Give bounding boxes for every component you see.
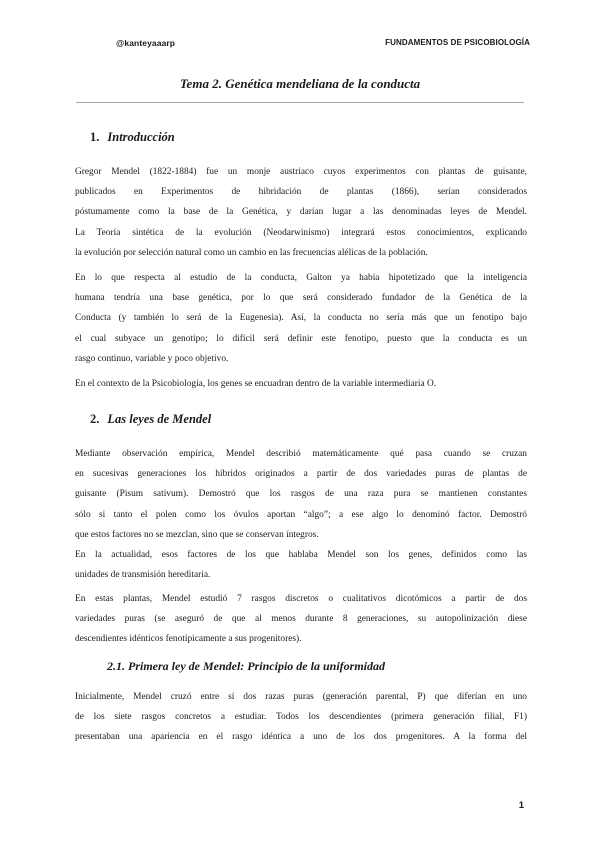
header-course: FUNDAMENTOS DE PSICOBIOLOGÍA: [385, 38, 530, 47]
text-line: en sucesivas generaciones los híbridos originados a partir de dos variedades puras de plantas de: [75, 469, 527, 480]
text-line: que estos factores no se mezclan, sino que se conservan íntegros.: [75, 529, 319, 540]
text-line: Inicialmente, Mendel cruzó entre sí dos razas puras (generación parental, P) que diferían en uno: [75, 692, 527, 702]
paragraph-mendel-intro: [75, 162, 527, 263]
text-line: En el contexto de la Psicobiología, los genes se encuadran dentro de la variable intermediaria O.: [75, 379, 437, 389]
text-line: publicados en Experimentos de hibridación de plantas (1866), serían considerados: [75, 187, 527, 198]
paragraph-observacion-empirica: [75, 444, 527, 585]
text-line: En la actualidad, esos factores de los que hablaba Mendel son los genes, definidos como las: [75, 549, 527, 560]
text-line: humana tendría una base genética, por lo que será considerado fundador de la Genética de la: [75, 293, 527, 304]
text-line: guisante (Pisum sativum). Demostró que los rasgos de una raza pura se mantienen constantes: [75, 489, 527, 500]
text-line: Mediante observación empírica, Mendel describió matemáticamente qué pasa cuando se cruzan: [75, 449, 527, 459]
section-number: 2.: [90, 412, 100, 426]
section-heading-introduccion: [90, 130, 175, 145]
paragraph-psicobiologia: [75, 374, 527, 394]
section-title: Las leyes de Mendel: [107, 412, 212, 426]
text-line: La Teoría sintética de la evolución (Neodarwinismo) integrará estos conocimientos, explicando: [75, 227, 527, 238]
section-title: Introducción: [107, 130, 175, 144]
paragraph-primera-ley: [75, 687, 527, 748]
text-line: En estas plantas, Mendel estudió 7 rasgos discretos o cualitativos dicotómicos a partir de dos: [75, 594, 527, 604]
page-title: Tema 2. Genética mendeliana de la conducta: [179, 76, 421, 91]
text-line: de los siete rasgos concretos a estudiar. Todos los descendientes (primera generación filial, F1): [75, 712, 527, 723]
title-divider: [76, 102, 524, 103]
text-line: En lo que respecta al estudio de la conducta, Galton ya había hipotetizado que la inteligencia: [75, 273, 527, 283]
header-author: @kanteyaaarp: [116, 38, 176, 48]
paragraph-rasgos-discretos: [75, 589, 527, 650]
text-line: rasgo continuo, variable y poco objetivo.: [75, 353, 229, 364]
text-line: Gregor Mendel (1822-1884) fue un monje austriaco cuyos experimentos con plantas de guisante,: [75, 167, 527, 177]
page-number: 1: [518, 800, 524, 811]
section-number: 1.: [90, 130, 100, 144]
text-line: variedades puras (se aseguró de que al menos durante 8 generaciones, su autopolinización diese: [75, 614, 527, 625]
text-line: sólo si tanto el polen como los óvulos aportan “algo”; a ese algo lo denominó factor. Demostró: [75, 509, 527, 520]
text-line: presentaban una apariencia en el rasgo idéntica a uno de los dos progenitores. A la forma del: [75, 732, 527, 743]
paragraph-galton: [75, 268, 527, 369]
subsection-heading-primera-ley: 2.1. Primera ley de Mendel: Principio de la uniformidad: [107, 659, 385, 673]
text-line: Conducta (y también lo será de la Eugenesia). Así, la conducta no sería más que un fenotipo bajo: [75, 313, 527, 324]
text-line: descendientes idénticos fenotípicamente a sus progenitores).: [75, 634, 302, 645]
text-line: la evolución por selección natural como un cambio en las frecuencias alélicas de la población.: [75, 247, 428, 258]
text-line: póstumamente como la base de la Genética, y darían lugar a las denominadas leyes de Mendel.: [75, 207, 527, 218]
text-line: el cual subyace un genotipo; lo difícil será definir este fenotipo, puesto que la conducta es un: [75, 333, 527, 344]
text-line: unidades de transmisión hereditaria.: [75, 570, 211, 581]
section-heading-leyes-de-mendel: [90, 412, 211, 427]
